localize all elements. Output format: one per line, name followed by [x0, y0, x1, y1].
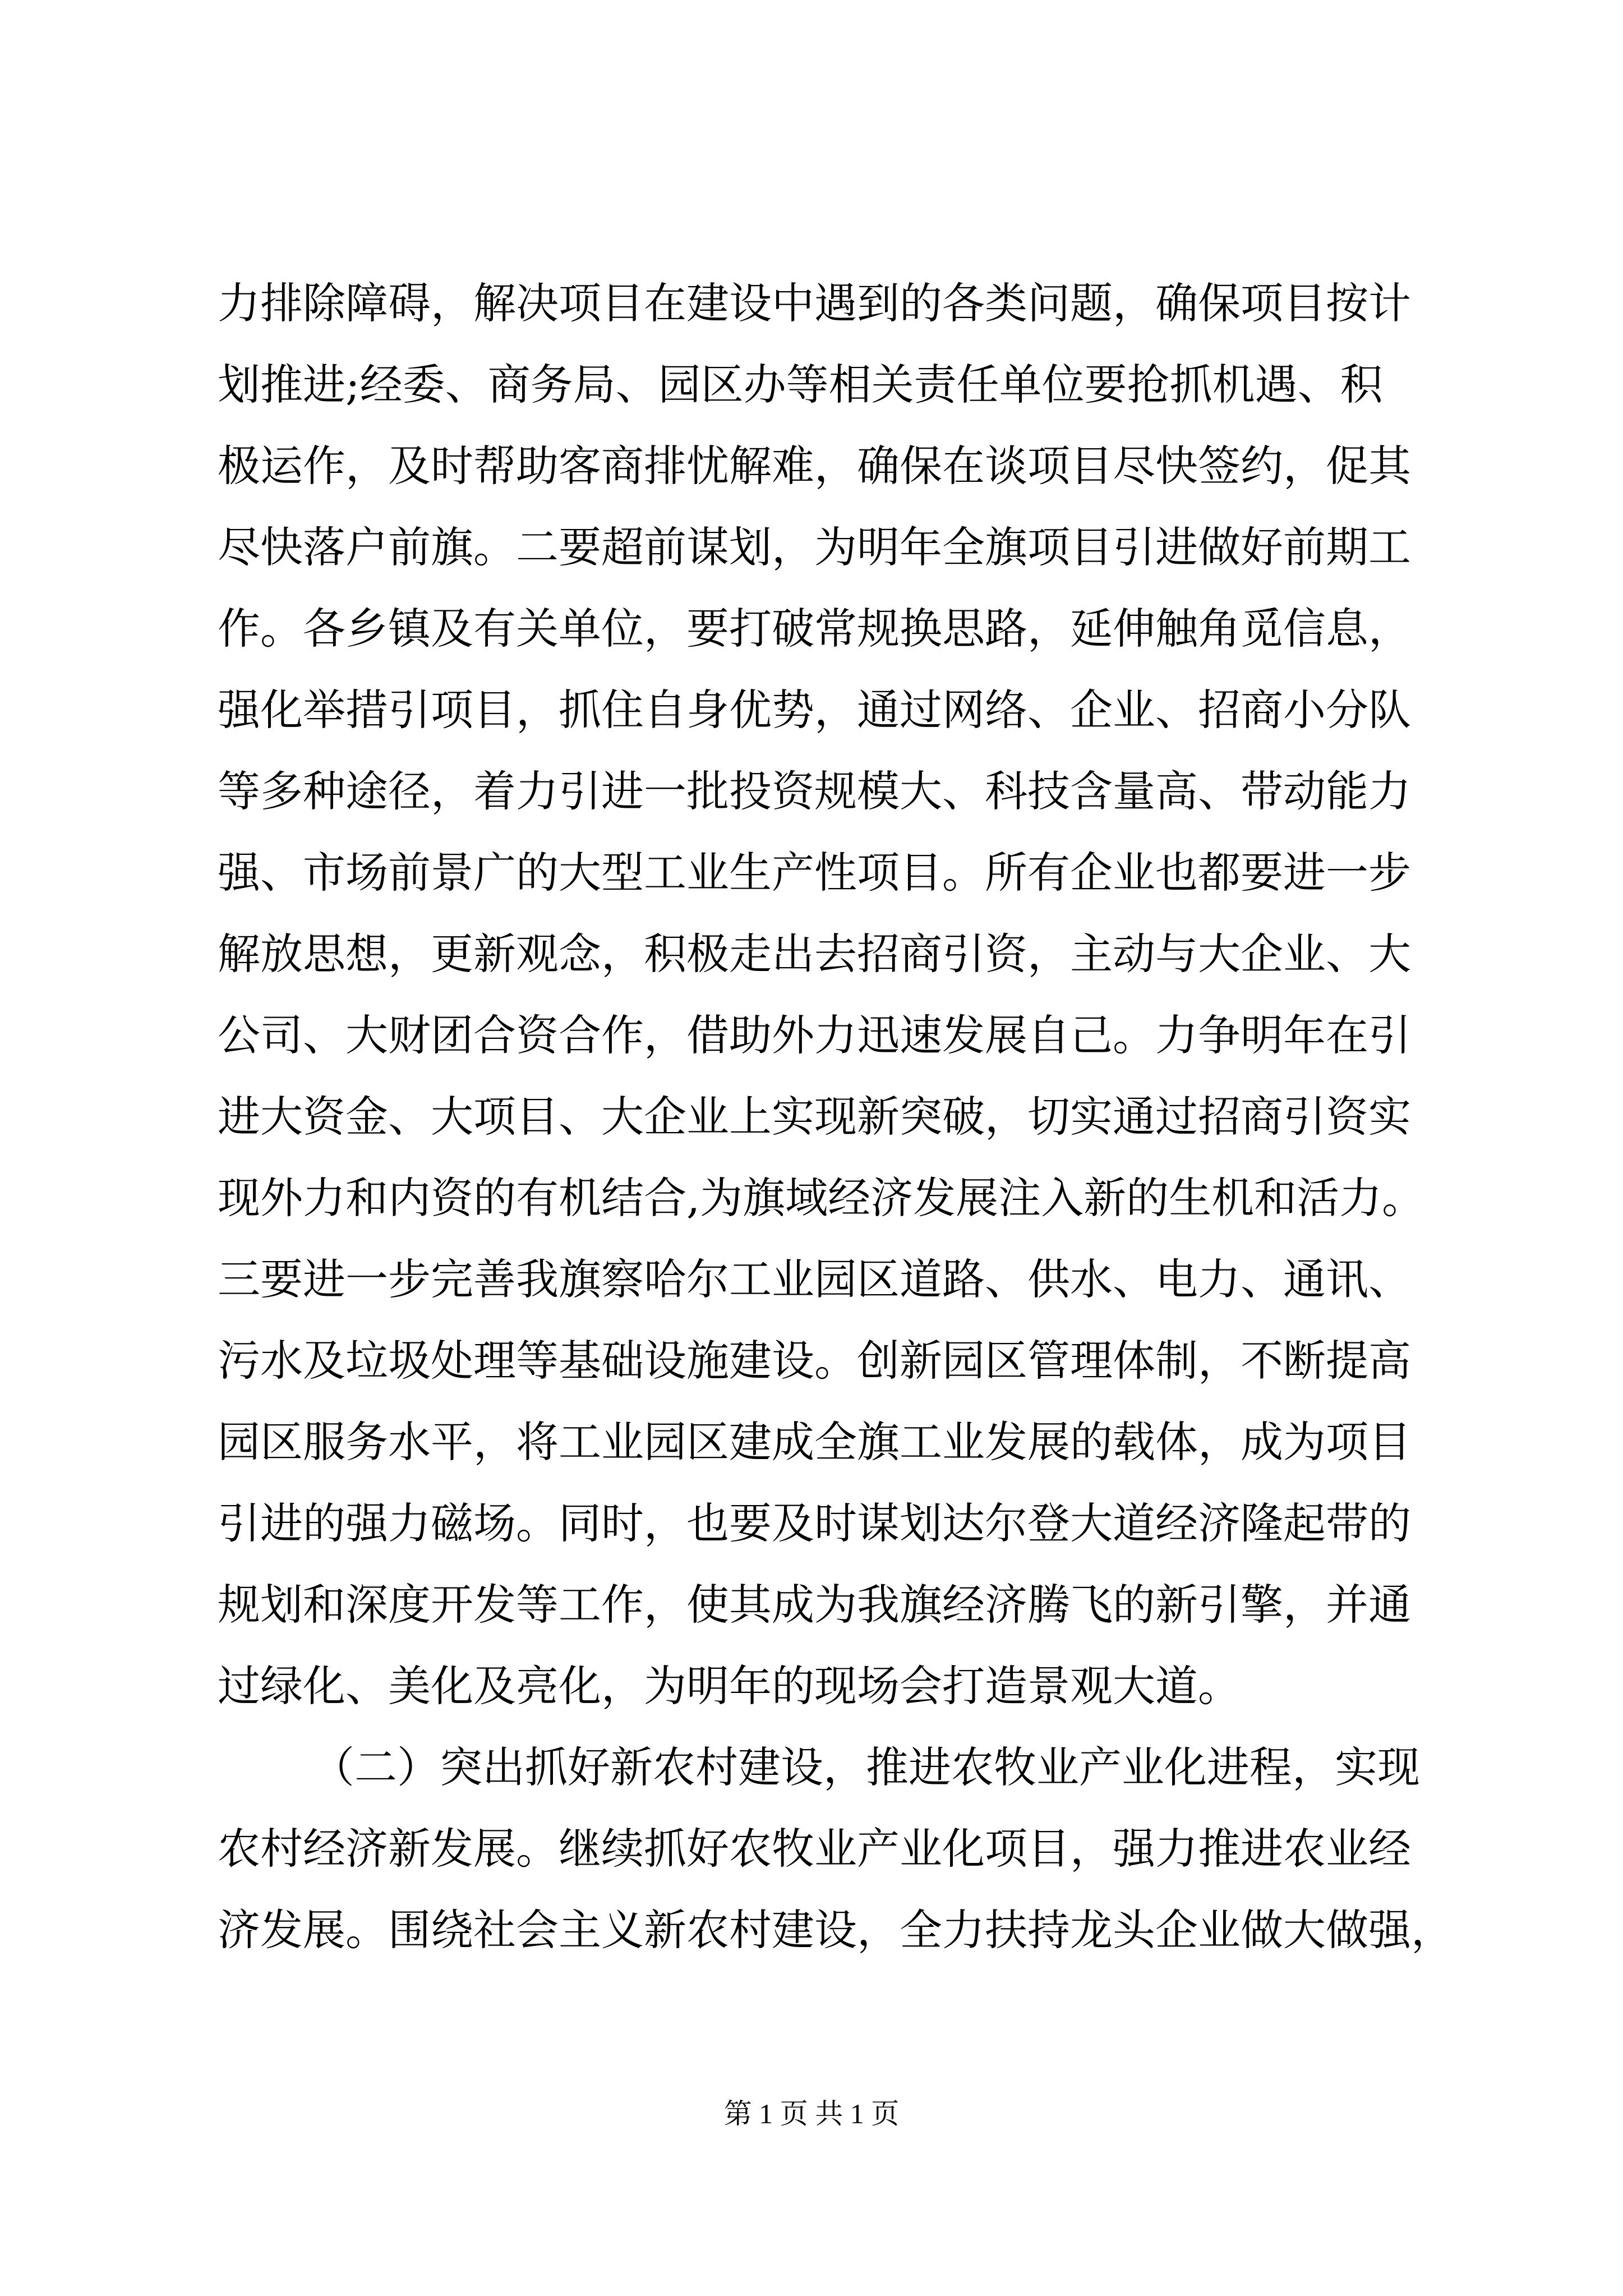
text-line: 过绿化、美化及亮化，为明年的现场会打造景观大道。: [218, 1661, 1241, 1711]
text-line: 强化举措引项目，抓住自身优势，通过网络、企业、招商小分队: [218, 685, 1411, 735]
text-line: 力排除障碍，解决项目在建设中遇到的各类问题，确保项目按计: [218, 278, 1411, 328]
text-line: 尽快落户前旗。二要超前谋划，为明年全旗项目引进做好前期工: [218, 522, 1411, 572]
page-footer: [0, 2091, 1623, 2136]
text-line: 进大资金、大项目、大企业上实现新突破，切实通过招商引资实: [218, 1092, 1411, 1142]
text-line: 公司、大财团合资合作，借助外力迅速发展自己。力争明年在引: [218, 1010, 1411, 1060]
body-text: [218, 263, 1454, 1971]
text-line: 等多种途径，着力引进一批投资规模大、科技含量高、带动能力: [218, 766, 1411, 816]
text-line: 引进的强力磁场。同时，也要及时谋划达尔登大道经济隆起带的: [218, 1498, 1411, 1548]
page-number: 第 1 页 共 1 页: [723, 2098, 900, 2129]
text-line: 极运作，及时帮助客商排忧解难，确保在谈项目尽快签约，促其: [218, 441, 1411, 491]
text-line: 规划和深度开发等工作，使其成为我旗经济腾飞的新引擎，并通: [218, 1580, 1411, 1630]
text-line: 作。各乡镇及有关单位，要打破常规换思路，延伸触角觅信息，: [218, 604, 1411, 654]
text-line: 解放思想，更新观念，积极走出去招商引资，主动与大企业、大: [218, 929, 1411, 979]
text-line: 农村经济新发展。继续抓好农牧业产业化项目，强力推进农业经: [218, 1824, 1411, 1874]
text-line: 济发展。围绕社会主义新农村建设，全力扶持龙头企业做大做强，: [218, 1905, 1454, 1955]
text-line: 强、市场前景广的大型工业生产性项目。所有企业也都要进一步: [218, 848, 1411, 898]
section-heading-line: （二）突出抓好新农村建设，推进农牧业产业化进程，实现: [312, 1742, 1420, 1792]
text-line: 园区服务水平，将工业园区建成全旗工业发展的载体，成为项目: [218, 1417, 1411, 1467]
text-line: 污水及垃圾处理等基础设施建设。创新园区管理体制，不断提高: [218, 1336, 1411, 1386]
text-line: 现外力和内资的有机结合,为旗域经济发展注入新的生机和活力。: [218, 1173, 1425, 1223]
text-line: 三要进一步完善我旗察哈尔工业园区道路、供水、电力、通讯、: [218, 1254, 1411, 1304]
text-line: 划推进;经委、商务局、园区办等相关责任单位要抢抓机遇、积: [218, 360, 1383, 409]
